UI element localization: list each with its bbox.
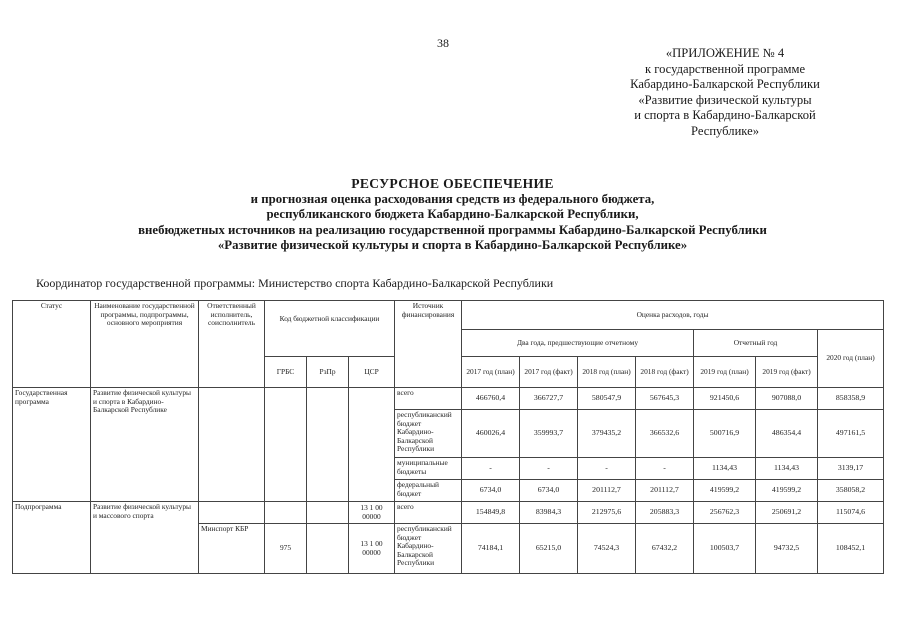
header-estimate: Оценка расходов, годы [462, 301, 884, 330]
header-2019-fact: 2019 год (факт) [756, 357, 818, 388]
header-report-year: Отчетный год [694, 330, 818, 357]
value-cell: 921450,6 [694, 388, 756, 410]
program-status: Государственная программа [13, 388, 91, 502]
header-csr: ЦСР [349, 357, 395, 388]
source-cell: республиканский бюджет Кабардино-Балкарской Республики [395, 524, 462, 574]
title-line: внебюджетных источников на реализацию государственной программы Кабардино-Балкарской Республики [138, 222, 767, 237]
header-two-years: Два года, предшествующие отчетному [462, 330, 694, 357]
header-source: Источник финансирования [395, 301, 462, 388]
source-cell: федеральный бюджет [395, 480, 462, 502]
table-row [13, 388, 884, 410]
value-cell: 65215,0 [520, 524, 578, 574]
value-cell: 1134,43 [694, 458, 756, 480]
appendix-line: к государственной программе [644, 61, 806, 76]
header-status: Статус [13, 301, 91, 388]
value-cell: 100503,7 [694, 524, 756, 574]
rzpr-cell [307, 524, 349, 574]
appendix-line: «ПРИЛОЖЕНИЕ № 4 [665, 46, 785, 60]
program-executor [199, 388, 265, 502]
value-cell: 858358,9 [818, 388, 884, 410]
value-cell: 83984,3 [520, 502, 578, 524]
appendix-line: Республике» [690, 123, 759, 138]
value-cell: 359993,7 [520, 410, 578, 458]
value-cell: - [636, 458, 694, 480]
program-name: Развитие физической культуры и спорта в Кабардино-Балкарской Республике [91, 388, 199, 502]
value-cell: 419599,2 [694, 480, 756, 502]
value-cell: 6734,0 [462, 480, 520, 502]
header-2017-fact: 2017 год (факт) [520, 357, 578, 388]
value-cell: 358058,2 [818, 480, 884, 502]
value-cell: - [578, 458, 636, 480]
document-title [40, 176, 865, 254]
program-csr [349, 388, 395, 502]
header-2019-plan: 2019 год (план) [694, 357, 756, 388]
value-cell: 250691,2 [756, 502, 818, 524]
value-cell: 460026,4 [462, 410, 520, 458]
value-cell: 366727,7 [520, 388, 578, 410]
title-line: республиканского бюджета Кабардино-Балкарской Республики, [266, 207, 639, 222]
value-cell: 580547,9 [578, 388, 636, 410]
value-cell: 466760,4 [462, 388, 520, 410]
value-cell: - [462, 458, 520, 480]
value-cell: 256762,3 [694, 502, 756, 524]
source-cell: всего [395, 502, 462, 524]
value-cell: 67432,2 [636, 524, 694, 574]
header-2018-fact: 2018 год (факт) [636, 357, 694, 388]
table-row [13, 502, 884, 524]
value-cell: 366532,6 [636, 410, 694, 458]
csr-cell: 13 1 00 00000 [349, 502, 395, 524]
value-cell: 94732,5 [756, 524, 818, 574]
header-budget-code: Код бюджетной классификации [265, 301, 395, 357]
csr-cell: 13 1 00 00000 [349, 524, 395, 574]
appendix-line: и спорта в Кабардино-Балкарской [634, 108, 816, 122]
title-main: РЕСУРСНОЕ ОБЕСПЕЧЕНИЕ [351, 176, 554, 191]
subprogram-status: Подпрограмма [13, 502, 91, 574]
program-rzpr [307, 388, 349, 502]
value-cell: 497161,5 [818, 410, 884, 458]
appendix-heading [575, 46, 875, 139]
subprogram-name: Развитие физической культуры и массового спорта [91, 502, 199, 574]
value-cell: 419599,2 [756, 480, 818, 502]
appendix-line: «Развитие физической культуры [638, 92, 812, 107]
header-2018-plan: 2018 год (план) [578, 357, 636, 388]
value-cell: 486354,4 [756, 410, 818, 458]
executor-cell [199, 502, 265, 524]
rzpr-cell [307, 502, 349, 524]
value-cell: 201112,7 [578, 480, 636, 502]
page-number: 38 [437, 36, 449, 50]
value-cell: 1134,43 [756, 458, 818, 480]
title-line: и прогнозная оценка расходования средств из федерального бюджета, [250, 191, 655, 206]
header-2017-plan: 2017 год (план) [462, 357, 520, 388]
executor-cell: Минспорт КБР [199, 524, 265, 574]
value-cell: 205883,3 [636, 502, 694, 524]
value-cell: 108452,1 [818, 524, 884, 574]
value-cell: 154849,8 [462, 502, 520, 524]
header-grbs: ГРБС [265, 357, 307, 388]
header-rzpr: РзПр [307, 357, 349, 388]
appendix-line: Кабардино-Балкарской Республики [630, 77, 820, 91]
value-cell: 115074,6 [818, 502, 884, 524]
value-cell: - [520, 458, 578, 480]
header-name: Наименование государственной программы, подпрограммы, основного мероприятия [91, 301, 199, 388]
value-cell: 3139,17 [818, 458, 884, 480]
value-cell: 212975,6 [578, 502, 636, 524]
source-cell: муниципальные бюджеты [395, 458, 462, 480]
value-cell: 907088,0 [756, 388, 818, 410]
resource-table [12, 300, 884, 574]
grbs-cell: 975 [265, 524, 307, 574]
value-cell: 201112,7 [636, 480, 694, 502]
coordinator-line: Координатор государственной программы: Министерство спорта Кабардино-Балкарской Республики [36, 276, 554, 290]
source-cell: республиканский бюджет Кабардино-Балкарской Республики [395, 410, 462, 458]
value-cell: 74184,1 [462, 524, 520, 574]
title-line: «Развитие физической культуры и спорта в Кабардино-Балкарской Республике» [217, 238, 688, 253]
grbs-cell [265, 502, 307, 524]
value-cell: 379435,2 [578, 410, 636, 458]
header-executor: Ответственный исполнитель, соисполнитель [199, 301, 265, 388]
header-2020-plan: 2020 год (план) [818, 330, 884, 388]
source-cell: всего [395, 388, 462, 410]
value-cell: 74524,3 [578, 524, 636, 574]
value-cell: 6734,0 [520, 480, 578, 502]
value-cell: 567645,3 [636, 388, 694, 410]
program-grbs [265, 388, 307, 502]
value-cell: 500716,9 [694, 410, 756, 458]
